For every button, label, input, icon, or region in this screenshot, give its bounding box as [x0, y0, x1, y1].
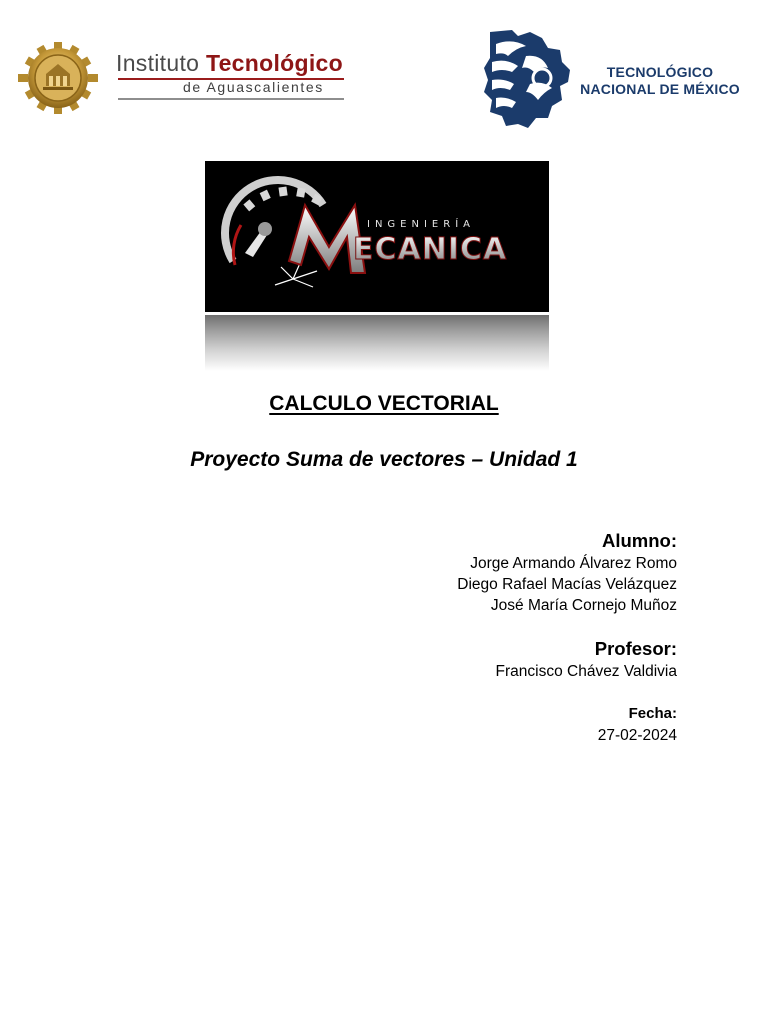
student-name-2: Diego Rafael Macías Velázquez [457, 576, 677, 593]
course-title: CALCULO VECTORIAL [269, 392, 499, 415]
banner-reflection [205, 315, 549, 371]
banner-small-text: INGENIERÍA [367, 219, 475, 230]
professor-label: Profesor: [594, 638, 677, 659]
ita-name-line2: de Aguascalientes [183, 79, 324, 95]
tecnm-name-line2: NACIONAL DE MÉXICO [580, 81, 740, 97]
date-value: 27-02-2024 [597, 727, 677, 744]
student-name-3: José María Cornejo Muñoz [490, 597, 677, 614]
project-title: Proyecto Suma de vectores – Unidad 1 [190, 448, 578, 471]
banner-big-text: ECANICA [353, 232, 508, 267]
students-label: Alumno: [601, 530, 677, 551]
professor-name: Francisco Chávez Valdivia [495, 663, 677, 680]
date-label: Fecha: [628, 705, 677, 722]
tecnm-name [575, 64, 745, 98]
ingenieria-mecanica-banner [205, 161, 549, 312]
ita-name-line1 [116, 50, 343, 77]
ita-name-instituto: Instituto [116, 50, 206, 76]
student-name-1: Jorge Armando Álvarez Romo [470, 555, 677, 572]
tecnm-name-line1: TECNOLÓGICO [606, 64, 714, 80]
ita-underline-2 [118, 98, 344, 100]
ita-seal-logo [17, 42, 99, 114]
tecnm-gear-eagle-logo [482, 26, 572, 132]
ita-name-tecnologico: Tecnológico [205, 50, 343, 76]
